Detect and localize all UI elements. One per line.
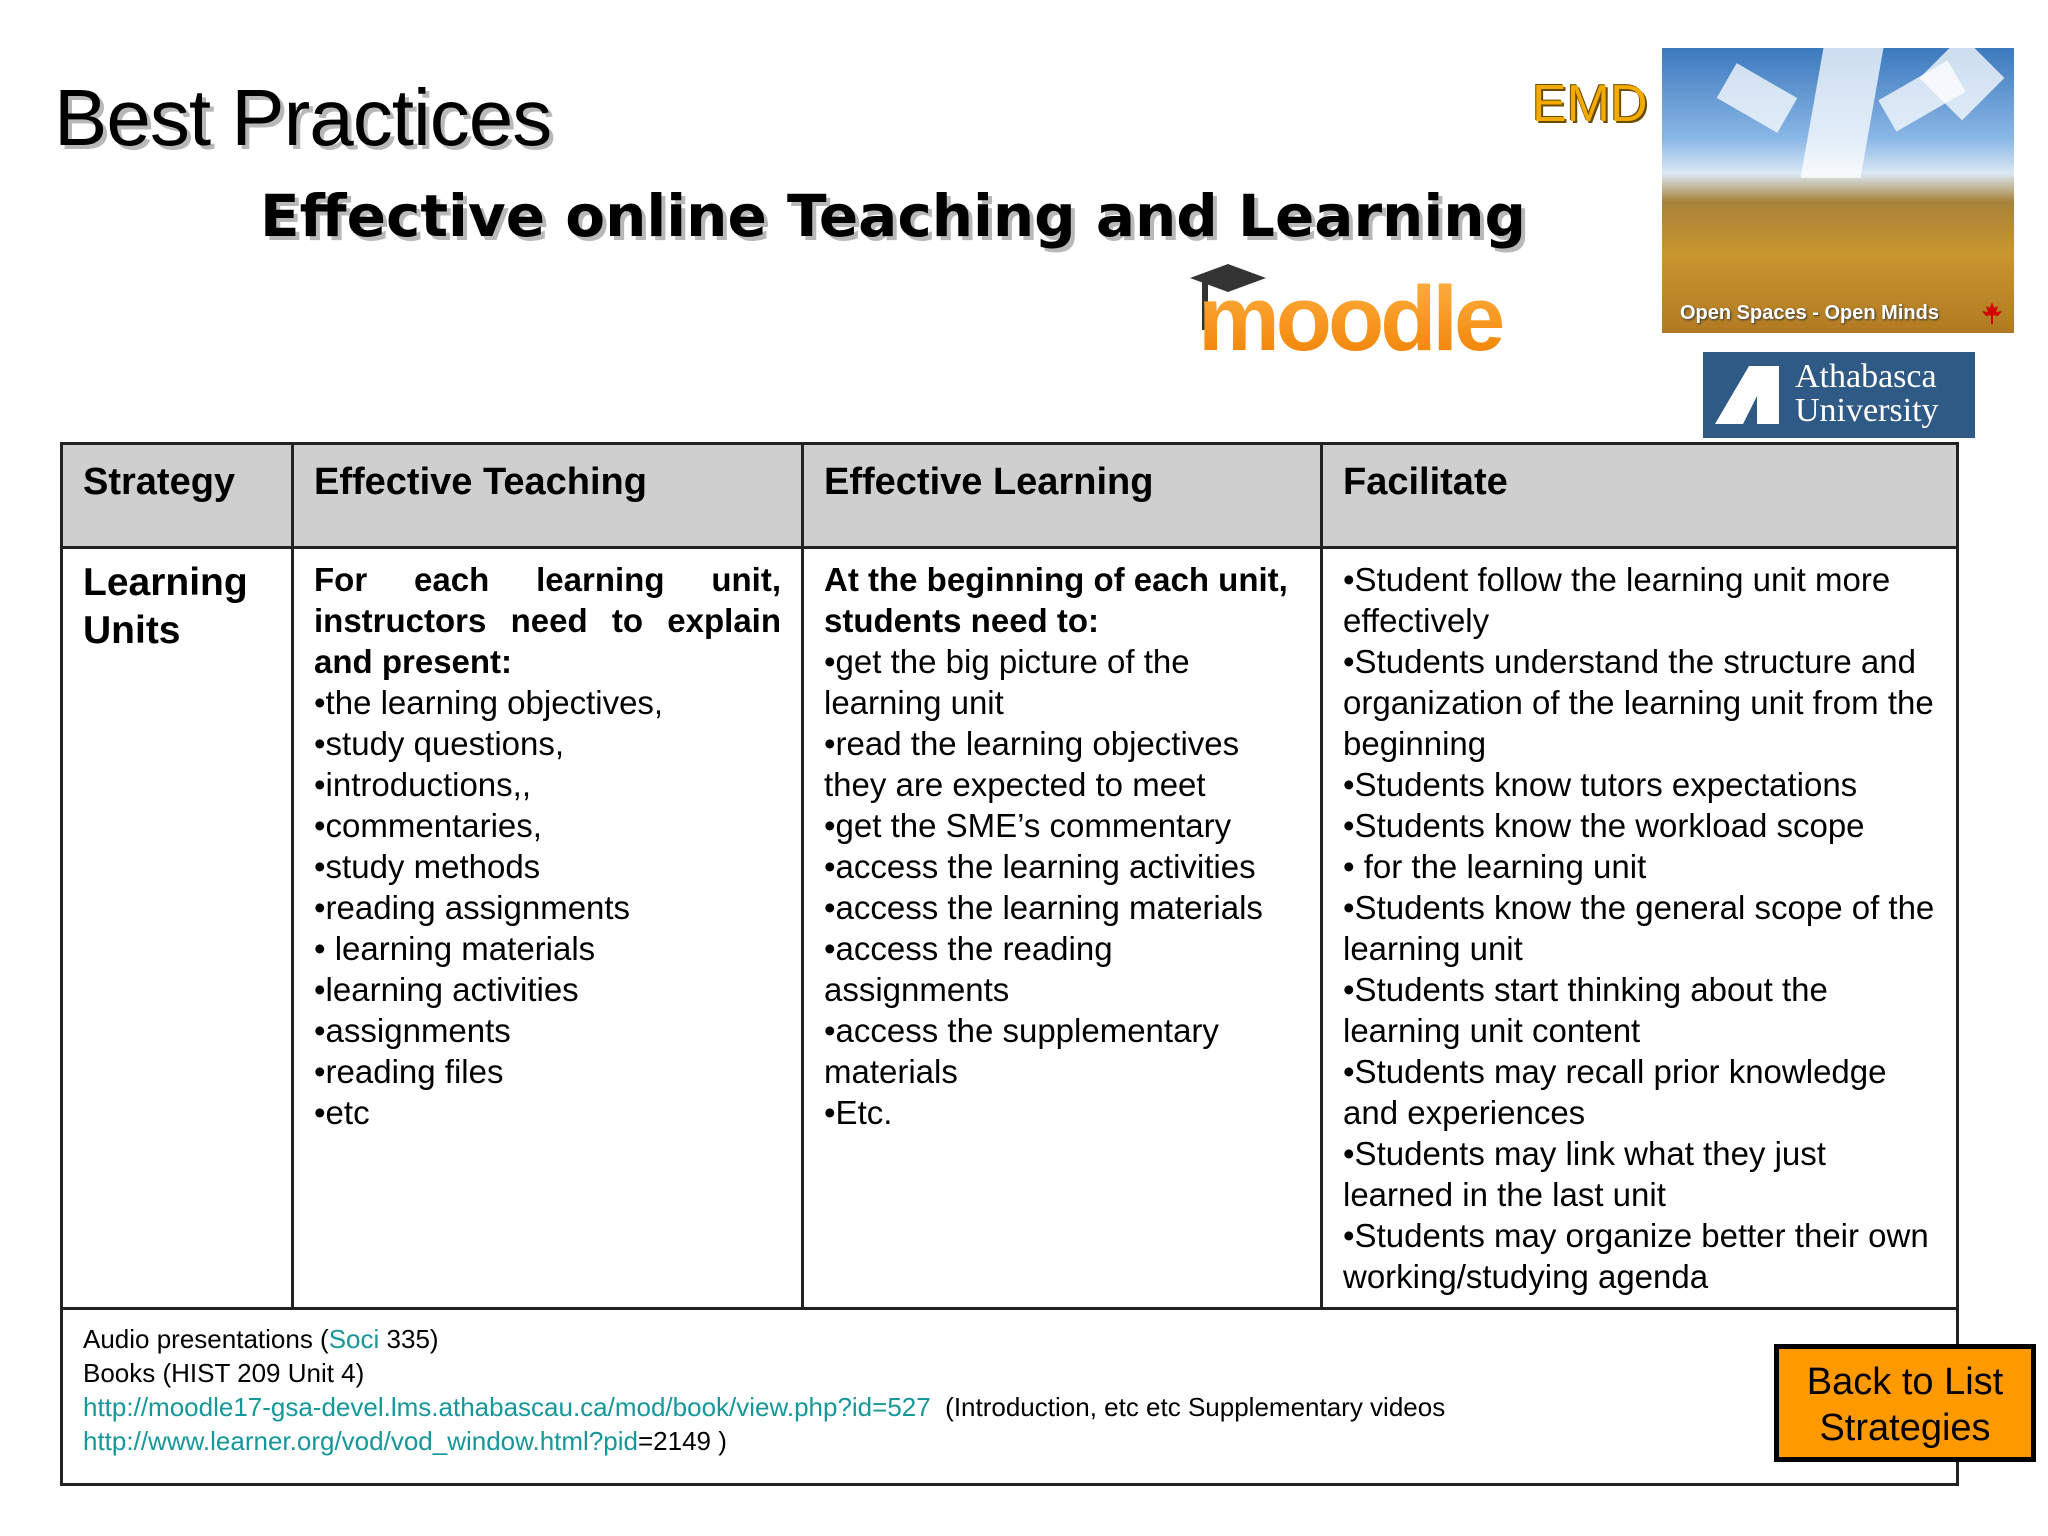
list-item: •get the big picture of the learning unit [824, 643, 1190, 721]
table-header-row [62, 444, 1958, 548]
header-effective-teaching: Effective Teaching [293, 444, 803, 548]
header-strategy: Strategy [62, 444, 293, 548]
list-item: •access the learning materials [824, 889, 1263, 926]
list-item: •Students know tutors expectations [1343, 766, 1858, 803]
list-item: •access the learning activities [824, 848, 1256, 885]
list-item: •study questions, [314, 725, 565, 762]
list-item: •access the reading assignments [824, 930, 1113, 1008]
references-cell [62, 1309, 1958, 1485]
moodle-book-link[interactable]: http://moodle17-gsa-devel.lms.athabascau.ca/mod/book/view.php?id=527 [83, 1392, 931, 1422]
learner-video-link[interactable]: http://www.learner.org/vod/vod_window.html?pid [83, 1426, 638, 1456]
emd-label: EMD [1532, 75, 1648, 133]
strategy-name-line1: Learning [83, 561, 248, 604]
list-item: •the learning objectives, [314, 684, 664, 721]
back-button-line2: Strategies [1819, 1407, 1991, 1449]
header-effective-learning: Effective Learning [803, 444, 1322, 548]
video-suffix: =2149 ) [637, 1426, 727, 1456]
list-item: •Student follow the learning unit more effectively [1343, 561, 1891, 639]
back-button-line1: Back to List [1806, 1361, 2004, 1403]
books-reference: Books (HIST 209 Unit 4) [83, 1358, 365, 1388]
list-item: •commentaries, [314, 807, 542, 844]
open-spaces-banner [1662, 48, 2014, 333]
list-item: •reading assignments [314, 889, 631, 926]
learning-lead: At the beginning of each unit, students need to: [824, 561, 1288, 639]
book-url-reference [83, 1390, 1936, 1424]
book-note: (Introduction, etc etc Supplementary videos [930, 1392, 1446, 1422]
list-item: •Etc. [824, 1094, 893, 1131]
list-item: •reading files [314, 1053, 504, 1090]
list-item: •Students know the workload scope [1343, 807, 1865, 844]
moodle-logo-text: moodle [1198, 268, 1502, 368]
audio-reference [83, 1322, 1936, 1356]
strategy-table [60, 442, 1959, 1486]
teaching-lead: For each learning unit, instructors need to explain and present: [314, 561, 781, 680]
page-subtitle: Effective online Teaching and Learning [260, 182, 1527, 250]
list-item: •Students start thinking about the learning unit content [1343, 971, 1828, 1049]
list-item: •Students may link what they just learned in the last unit [1343, 1135, 1826, 1213]
list-item: • for the learning unit [1343, 848, 1647, 885]
list-item: •etc [314, 1094, 370, 1131]
athabasca-logo [1703, 352, 1975, 438]
list-item: •learning activities [314, 971, 579, 1008]
teaching-cell [293, 548, 803, 1309]
strategy-name-line2: Units [83, 609, 181, 652]
learning-cell [803, 548, 1322, 1309]
moodle-logo [1186, 258, 1526, 368]
list-item: •study methods [314, 848, 541, 885]
list-item: •get the SME’s commentary [824, 807, 1232, 844]
athabasca-line2: University [1795, 392, 1939, 429]
list-item: •assignments [314, 1012, 511, 1049]
audio-suffix: 335) [379, 1324, 439, 1354]
soci-link[interactable]: Soci [328, 1324, 380, 1354]
page-title: Best Practices [54, 73, 552, 162]
list-item: •Students may recall prior knowledge and experiences [1343, 1053, 1887, 1131]
references-row [62, 1309, 1958, 1485]
facilitate-cell [1322, 548, 1958, 1309]
maple-leaf-icon [1980, 301, 2004, 325]
back-to-list-button[interactable] [1774, 1344, 2036, 1462]
table-row [62, 548, 1958, 1309]
video-url-reference [83, 1424, 1936, 1458]
list-item: •Students may organize better their own working/studying agenda [1343, 1217, 1929, 1295]
athabasca-mark-icon [1715, 366, 1779, 424]
strategy-cell [62, 548, 293, 1309]
banner-caption: Open Spaces - Open Minds [1680, 302, 1939, 324]
list-item: •Students understand the structure and organization of the learning unit from the beginning [1343, 643, 1934, 762]
list-item: •access the supplementary materials [824, 1012, 1219, 1090]
list-item: •read the learning objectives they are expected to meet [824, 725, 1240, 803]
athabasca-line1: Athabasca [1795, 358, 1937, 395]
header-facilitate: Facilitate [1322, 444, 1958, 548]
list-item: • learning materials [314, 930, 596, 967]
list-item: •introductions,, [314, 766, 531, 803]
audio-prefix: Audio presentations ( [83, 1324, 329, 1354]
list-item: •Students know the general scope of the learning unit [1343, 889, 1935, 967]
